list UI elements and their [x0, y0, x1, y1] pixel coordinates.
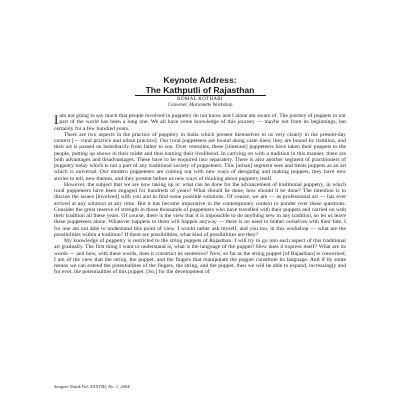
article-title-line1: Keynote Address:	[163, 75, 237, 85]
author-role: Convener, Marionette Workshop	[167, 103, 233, 108]
paragraph-4: My knowledge of puppetry is restricted to the string puppets of Rajasthan. I will try to go into each aspect of this traditional art gradually. The first thing I want to understand is, what is the language of the puppet? How does it express itself? What are its words — and how, with these words, does it construct its sentences? Now, so far as the string puppet [of Rajasthan] is concerned, I am of the view that the string, the puppet, and the fingers that manipulate the puppet constitute its language. And if by some means we can extend the potentialities of the fingers, the string, and the puppet, then we will be able to expand, increasingly and for ever, the potentialities of this puppet. [So,] for the development of	[54, 238, 346, 276]
title-underline	[135, 95, 266, 96]
drop-cap: I	[54, 111, 59, 127]
article-body	[54, 113, 346, 276]
paragraph-1-text: am not going to say much that people involved in puppetry do not know and I alone am aware of. The journey of puppets in our part of the world has been a long one. We all have some knowledge of this journey — maybe not from its beginnings, but certainly for a few hundred years.	[54, 113, 346, 132]
author-name: KOMAL KOTHARI	[177, 97, 223, 102]
paragraph-3: However, the subject that we are now taking up is: what can be done for the advancement of traditional puppetry, in which rural puppeteers have been engaged for hundreds of years? What should be done, how should it be done? The intention is to discuss the issues [involved] with you and to find some possible solutions. Of course, we are — as professional art — has ever arrived at any solution at any time. But it has become imperative in the contemporary context to ponder over these questions. Consider the great reserve of strength in those thousands of puppeteers who have travelled with their puppets and carried on with their tradition all these years. Of course, there is the view that it is impossible to do anything new in any tradition, so let us leave these puppeteers alone. Whatever happens to them will happen anyway — there is no need to bother ourselves with their fate. I for one am not able to understand this point of view. I would rather ask myself, and you too, in this workshop — what are the possibilities within a tradition? If there are possibilities, what kind of possibilities are they?	[54, 181, 346, 238]
paragraph-1	[54, 113, 346, 132]
article-title-line2: The Kathputli of Rajasthan	[145, 85, 255, 95]
journal-footer: Sangeet Natak Vol. XXXVIII, No. 1, 2004	[54, 384, 130, 389]
paragraph-2: There are two aspects in the practice of puppetry in India which present themselves to us very clearly in the present-day context [— rural practice and urban practice]. Our rural puppeteers are bound along caste lines; they are bound by tradition, and their art is passed on hereditarily from father to son. Over centuries, these [itinerant] puppeteers have taken their puppets to the people, putting up shows in their midst and thus earning their livelihood. In carrying on with a tradition in this manner, there are both advantages and disadvantages. These have to be enquired into separately. There is also another segment of practitioners of puppetry today which is not a part of any traditional society of puppeteers. This [urban] segment sees and treats puppets as an art which is universal. Our modern puppeteers are coming out with new ways of designing and making puppets, they have new stories to tell, new themes, and they present before us new ways of thinking about puppetry itself.	[54, 131, 346, 182]
